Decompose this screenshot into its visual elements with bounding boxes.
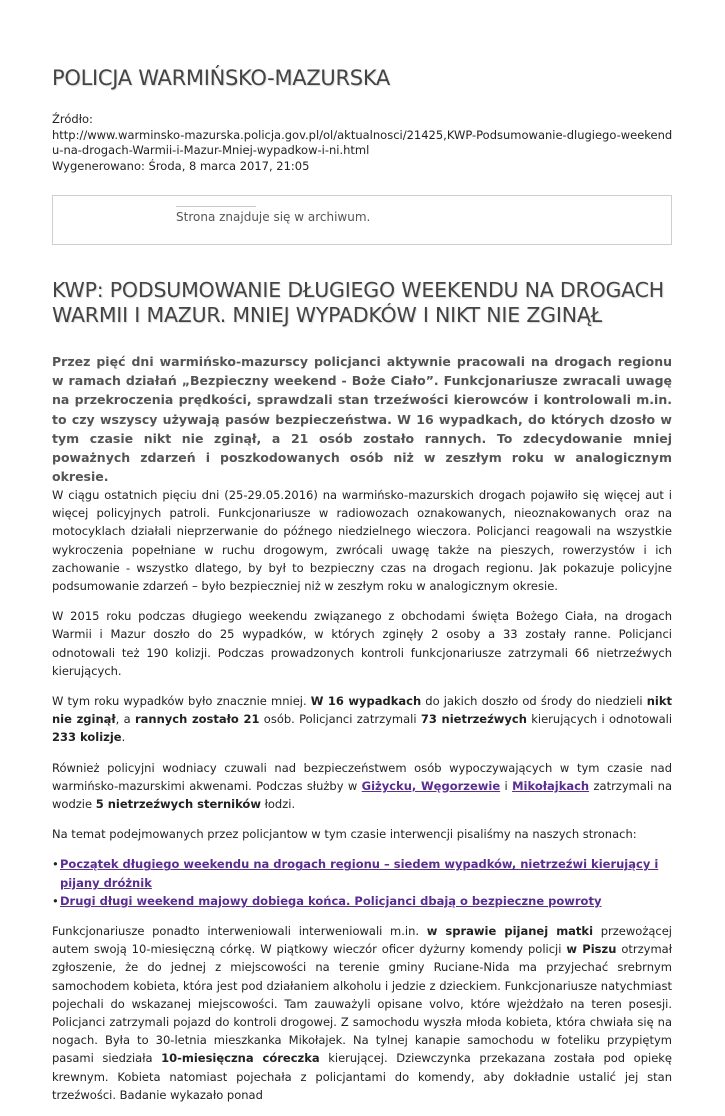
site-title: POLICJA WARMIŃSKO-MAZURSKA: [52, 66, 390, 90]
article-lead: Przez pięć dni warmińsko-mazurscy policjanci aktywnie pracowali na drogach regionu w ramach działań „Bezpieczny weekend - Boże Ciało”. Funkcjonariusze zwracali uwagę na przekroczenia prędkości, sprawdzali stan trzeźwości kierowców i kontrolowali m.in. to czy wszyscy używają pasów bezpieczeństwa. W 16 wypadkach, do których dzosło w tym czasie nikt nie zginął, a 21 osób zostało rannych. To zdecydowanie mniej poważnych zdarzeń i poszkodowanych osób niż w zeszłym roku w analogicznym okresie.: [52, 354, 672, 485]
paragraph-4: [52, 759, 672, 814]
text: Funkcjonariusze ponadto interweniowali interweniowali m.in.: [52, 924, 427, 939]
bold-text: W 16 wypadkach: [310, 694, 422, 709]
link-gizycko-wegorzewo[interactable]: Giżycku, Węgorzewie: [361, 778, 501, 793]
bold-text: w Piszu: [566, 942, 617, 957]
paragraph-1: W ciągu ostatnich pięciu dni (25-29.05.2016) na warmińsko-mazurskich drogach pojawiło się więcej aut i więcej policyjnych patroli. Funkcjonariusze w radiowozach oznakowanych, nieoznakowanych oraz na motocyklach działali nieprzerwanie do późnego niedzielnego wieczora. Policjanci reagowali na wszystkie wykroczenia popełniane w ruchu drogowym, zwrócali uwagę także na pieszych, rowerzystów i ich zachowanie - wszystko dlatego, by był to bezpieczny czas na drogach regionu. Jak pokazuje policyjne podsumowanie zdarzeń – było bezpieczniej niż w zeszłym roku w analogicznym okresie.: [52, 488, 672, 594]
text: otrzymał zgłoszenie, że do jednej z miejscowości na terenie gminy Ruciane-Nida ma przyjechać srebrnym samochodem kobieta, która jest pod działaniem alkoholu i jedzie z dzieckiem. Funkcjonariusze natychmiast pojechali do wskazanej miejscowości. Tam zauważyli opisane volvo, które wjeżdżało na teren posesji. Policjanci zatrzymali pojazd do kontroli drogowej. Z samochodu wyszła młoda kobieta, która chwiała się na nogach. Była to 30-letnia mieszkanka Mikołajek. Na tylnej kanapie samochodu w foteliku przypiętym pasami siedziała: [52, 942, 672, 1066]
archive-divider: [176, 206, 256, 207]
article-headline: KWP: PODSUMOWANIE DŁUGIEGO WEEKENDU NA DROGACH WARMII I MAZUR. MNIEJ WYPADKÓW I NIKT NIE ZGINĄŁ: [52, 278, 664, 327]
text: przewożącej autem swoją 10-miesięczną córkę. W piątkowy wieczór oficer dyżurny komendy policji: [52, 924, 672, 957]
text: .: [121, 730, 126, 745]
source-url: http://www.warminsko-mazurska.policja.gov.pl/ol/aktualnosci/21425,KWP-Podsumowanie-dlugiego-weekendu-na-drogach-Warmii-i-Mazur-Mniej-wypadkow-i-ni.html: [52, 127, 673, 157]
text: łodzi.: [260, 797, 296, 812]
bold-text: 10-miesięczna córeczka: [161, 1051, 320, 1066]
text: do jakich doszło od środy do niedzieli: [421, 694, 647, 709]
paragraph-5: Na temat podejmowanych przez policjantow w tym czasie interwencji pisaliśmy na naszych stronach:: [52, 827, 637, 842]
text: W tym roku wypadków było znacznie mniej.: [52, 694, 311, 709]
paragraph-3: [52, 692, 672, 747]
article-body: [52, 486, 672, 1116]
list-item: [52, 892, 672, 910]
bold-text: 233 kolizje: [52, 730, 122, 745]
text: , a: [115, 712, 135, 727]
bold-text: rannych zostało 21: [135, 712, 260, 727]
paragraph-2: W 2015 roku podczas długiego weekendu związanego z obchodami święta Bożego Ciała, na drogach Warmii i Mazur doszło do 25 wypadków, w których zginęły 2 osoby a 33 zostały ranne. Policjanci odnotowali też 190 kolizji. Podczas prowadzonych kontroli funkcjonariusze zatrzymali 66 nietrzeźwych kierujących.: [52, 609, 672, 678]
bold-text: w sprawie pijanej matki: [426, 924, 594, 939]
link-mikolajki[interactable]: Mikołajkach: [512, 778, 590, 793]
generated-date: Wygenerowano: Środa, 8 marca 2017, 21:05: [52, 158, 310, 173]
related-link-2[interactable]: Drugi długi weekend majowy dobiega końca. Policjanci dbają o bezpieczne powroty: [60, 893, 602, 908]
text: kierujących i odnotowali: [526, 712, 673, 727]
bold-text: 5 nietrzeźwych sterników: [95, 797, 261, 812]
text: i: [500, 778, 513, 793]
text: zatrzymali na wodzie: [52, 778, 672, 812]
text: Również policyjni wodniacy czuwali nad bezpieczeństwem osób wypoczywających w tym czasie nad warmińsko-mazurskimi akwenami. Podczas służby w: [52, 760, 672, 793]
text: osób. Policjanci zatrzymali: [259, 712, 421, 727]
paragraph-6: [52, 922, 672, 1104]
text: kierującej. Dziewczynka przekazana została pod opiekę krewnym. Kobieta natomiast pojechała z policjantami do komendy, aby dokładnie ustalić jej stan trzeźwości. Badanie wykazało ponad: [52, 1051, 673, 1102]
source-meta: [52, 112, 677, 174]
bold-text: nikt nie zginął: [52, 694, 673, 727]
source-label: Źródło:: [52, 112, 93, 126]
archive-notice: Strona znajduje się w archiwum.: [176, 210, 371, 224]
archive-notice-box: [52, 195, 672, 245]
related-link-1[interactable]: Początek długiego weekendu na drogach regionu – siedem wypadków, nietrzeźwi kierujący i pijany dróżnik: [60, 857, 659, 890]
related-links-list: [52, 855, 672, 910]
bold-text: 73 nietrzeźwych: [420, 712, 527, 727]
list-item: [52, 855, 672, 891]
